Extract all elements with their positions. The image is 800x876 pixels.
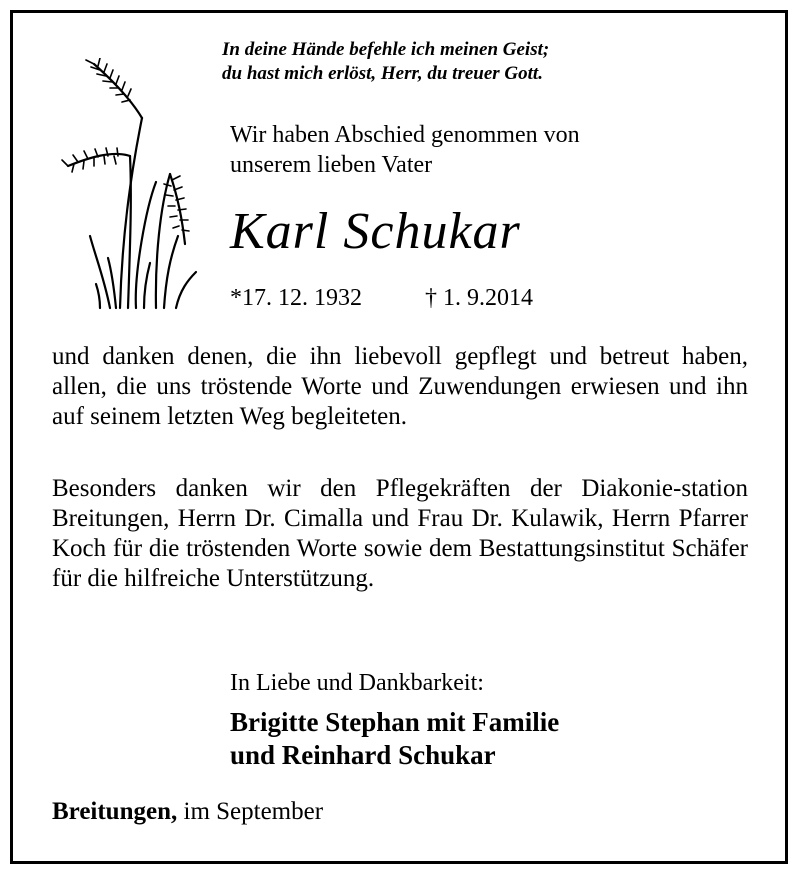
signer-line-2: und Reinhard Schukar [230, 740, 496, 770]
life-dates [230, 283, 590, 313]
intro-line-2: unserem lieben Vater [230, 152, 433, 178]
verse-line-1: In deine Hände befehle ich meinen Geist; [222, 39, 550, 60]
death-date: † 1. 9.2014 [425, 285, 533, 311]
bible-verse [222, 38, 549, 86]
place-date [52, 797, 323, 827]
verse-line-2: du hast mich erlöst, Herr, du treuer Gott. [222, 63, 543, 84]
place-month: im September [177, 798, 324, 825]
deceased-name: Karl Schukar [230, 203, 521, 260]
thanks-paragraph: und danken denen, die ihn liebevoll gepflegt und betreut haben, allen, die uns tröstende Worte und Zuwendungen erwiesen und ihn auf seinem letzten Weg begleiteten. [52, 343, 748, 430]
intro-text [230, 120, 580, 180]
special-thanks-paragraph: Besonders danken wir den Pflegekräften der Diakonie-station Breitungen, Herrn Dr. Cimalla und Frau Dr. Kulawik, Herrn Pfarrer Koch für die tröstenden Worte sowie dem Bestattungsinstitut Schäfer für die hilfreiche Unterstützung. [52, 475, 748, 592]
wheat-ears-icon [60, 58, 210, 310]
birth-date: *17. 12. 1932 [230, 285, 362, 311]
signers [230, 706, 559, 772]
intro-line-1: Wir haben Abschied genommen von [230, 122, 580, 148]
place-town: Breitungen, [52, 798, 178, 825]
closing-phrase: In Liebe und Dankbarkeit: [230, 670, 484, 696]
signer-line-1: Brigitte Stephan mit Familie [230, 707, 560, 737]
